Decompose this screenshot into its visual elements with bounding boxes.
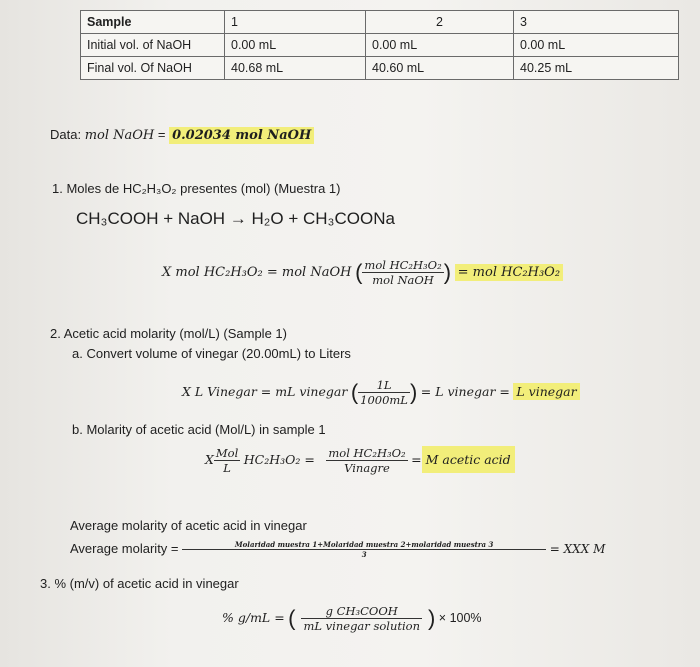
avg-fraction xyxy=(182,540,546,559)
titration-data-table xyxy=(80,10,679,80)
q2b-result: M acetic acid xyxy=(422,446,515,473)
table-cell: 40.60 mL xyxy=(366,57,514,80)
q2a-num: 1L xyxy=(358,378,410,393)
open-paren: ( xyxy=(355,259,363,285)
open-paren: ( xyxy=(350,379,359,405)
q2b-fraction-2 xyxy=(326,446,407,475)
data-line xyxy=(50,127,314,143)
avg-label: Average molarity = xyxy=(70,540,179,556)
q1-den: mol NaOH xyxy=(372,273,434,287)
table-cell: 0.00 mL xyxy=(514,34,679,57)
q1-num: mol HC₂H₃O₂ xyxy=(364,258,442,272)
table-cell: 3 xyxy=(514,11,679,34)
q2a-equation xyxy=(182,378,580,407)
table-cell: 2 xyxy=(366,11,514,34)
q2a-title: a. Convert volume of vinegar (20.00mL) to Liters xyxy=(72,346,351,361)
table-cell: Initial vol. of NaOH xyxy=(81,34,225,57)
q2b-x: X xyxy=(205,451,214,467)
open-paren: ( xyxy=(288,605,296,631)
q3-fraction xyxy=(301,604,422,633)
q1-title: 1. Moles de HC₂H₃O₂ presentes (mol) (Muestra 1) xyxy=(52,181,341,196)
q1-lhs: X mol HC₂H₃O₂ = mol NaOH xyxy=(162,264,352,280)
table-cell: Final vol. Of NaOH xyxy=(81,57,225,80)
table-row xyxy=(81,34,679,57)
q1-result: = mol HC₂H₃O₂ xyxy=(455,264,563,281)
q3-result: × 100% xyxy=(438,610,482,625)
table-cell: 0.00 mL xyxy=(225,34,366,57)
q1-equation xyxy=(162,258,563,287)
avg-den: 3 xyxy=(361,550,367,559)
q3-lhs: % g/mL = xyxy=(222,609,285,625)
q2b-den1: L xyxy=(223,461,231,475)
q2b-title: b. Molarity of acetic acid (Mol/L) in sample 1 xyxy=(72,422,326,437)
q2a-mid: = L vinegar = xyxy=(420,383,510,399)
avg-num: Molaridad muestra 1+Molaridad muestra 2+molaridad muestra 3 xyxy=(182,540,546,550)
q3-title: 3. % (m/v) of acetic acid in vinegar xyxy=(40,576,239,591)
table-cell: 0.00 mL xyxy=(366,34,514,57)
table-row xyxy=(81,57,679,80)
q1-reaction: CH₃COOH + NaOH → H₂O + CH₃COONa xyxy=(76,209,395,228)
q2b-den2: Vinagre xyxy=(344,461,390,475)
q2a-lhs: X L Vinegar = mL vinegar xyxy=(182,383,348,399)
q2a-result: L vinegar xyxy=(513,383,579,400)
table-cell: 40.68 mL xyxy=(225,57,366,80)
data-label: Data: xyxy=(50,127,85,142)
q2a-fraction xyxy=(358,378,410,407)
q3-den: mL vinegar solution xyxy=(303,619,420,633)
data-value: 0.02034 mol NaOH xyxy=(169,127,314,144)
close-paren: ) xyxy=(427,605,436,631)
close-paren: ) xyxy=(443,259,452,285)
avg-title: Average molarity of acetic acid in vinegar xyxy=(70,518,307,533)
avg-result: = XXX M xyxy=(549,541,606,556)
q2b-fraction-1 xyxy=(214,446,240,475)
q2a-den: 1000mL xyxy=(360,393,408,407)
q2-title: 2. Acetic acid molarity (mol/L) (Sample 1) xyxy=(50,326,287,341)
table-row xyxy=(81,11,679,34)
q1-fraction xyxy=(362,258,443,287)
data-eq: = xyxy=(154,127,170,142)
q2b-equation xyxy=(205,446,515,475)
data-lhs: mol NaOH xyxy=(84,128,155,143)
table-cell: 40.25 mL xyxy=(514,57,679,80)
q2b-eq: = xyxy=(411,451,422,467)
q3-num: g CH₃COOH xyxy=(301,604,422,619)
q3-equation xyxy=(222,604,482,633)
close-paren: ) xyxy=(409,379,418,405)
q2b-num2: mol HC₂H₃O₂ xyxy=(328,446,406,460)
q2b-mid: HC₂H₃O₂ = xyxy=(243,451,315,467)
table-cell: 1 xyxy=(225,11,366,34)
q2b-num1: Mol xyxy=(215,446,239,460)
avg-equation xyxy=(70,540,605,559)
table-cell: Sample xyxy=(81,11,225,34)
